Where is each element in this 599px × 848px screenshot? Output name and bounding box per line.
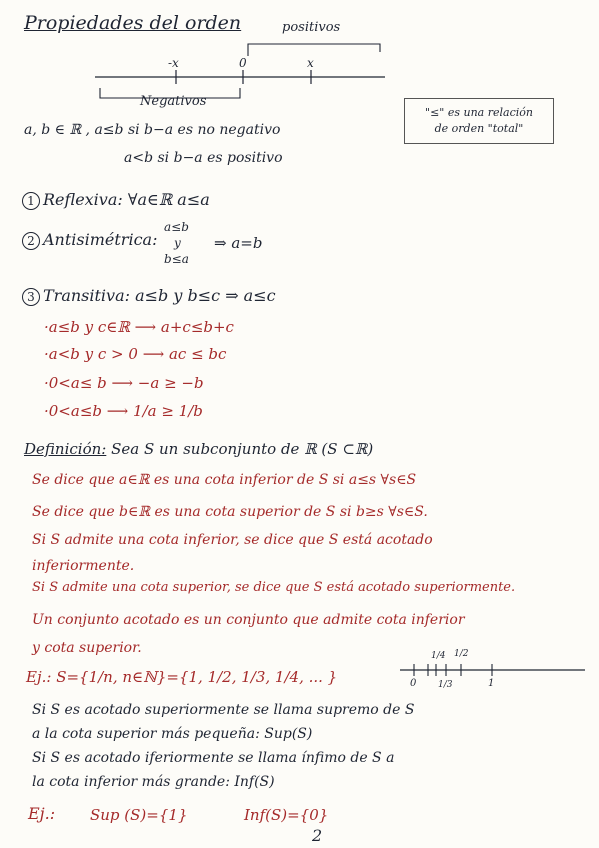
note-line-2: de orden "total" (434, 122, 524, 135)
antisym-result: ⇒ a=b (214, 234, 263, 252)
infimum-line-1: Si S es acotado iferiormente se llama ínfimo de S a (32, 750, 395, 766)
supremum-line-2: a la cota superior más pequeña: Sup(S) (32, 726, 313, 742)
definition-line-5: Si S admite una cota superior, se dice que S está acotado superiormente. (32, 580, 516, 595)
ex-axis-label-quarter: 1/4 (431, 651, 446, 661)
page-number: 2 (312, 826, 323, 845)
supremum-line-1: Si S es acotado superiormente se llama supremo de S (32, 702, 415, 718)
example-2-inf: Inf(S)={0} (244, 806, 329, 824)
property-transitive-text: Transitiva: a≤b y b≤c ⇒ a≤c (43, 286, 276, 305)
property-reflexive-text: Reflexiva: ∀a∈ℝ a≤a (43, 190, 210, 209)
infimum-line-2: la cota inferior más grande: Inf(S) (32, 774, 275, 790)
example-1: Ej.: S={1/n, n∈ℕ}={1, 1/2, 1/3, 1/4, ... } (26, 668, 338, 686)
example-2-sup: Sup (S)={1} (90, 806, 188, 824)
positives-bracket (248, 44, 380, 56)
ex-axis-label-half: 1/2 (454, 649, 469, 659)
definition-line-1: Se dice que a∈ℝ es una cota inferior de S si a≤s ∀s∈S (32, 472, 417, 488)
tick-label-neg-x: -x (168, 56, 179, 70)
property-reflexive (22, 190, 210, 210)
property-number-2: 2 (22, 232, 40, 250)
antisym-cond-top: a≤b (164, 220, 189, 234)
positives-label: positivos (282, 20, 341, 35)
antisym-cond-mid: y (174, 236, 181, 250)
consequence-2: ·a<b y c > 0 ⟶ ac ≤ bc (44, 345, 227, 363)
definition-head-rest: Sea S un subconjunto de ℝ (S ⊂ℝ) (111, 440, 374, 458)
page-title: Propiedades del orden (24, 12, 242, 34)
definition-head: Definición: (24, 440, 107, 458)
note-line-1: "≤" es una relación (425, 106, 533, 119)
property-number-3: 3 (22, 288, 40, 306)
definition-heading (24, 440, 373, 458)
consequence-4: ·0<a≤b ⟶ 1/a ≥ 1/b (44, 402, 203, 420)
intro-line-2: a<b si b−a es positivo (124, 150, 283, 166)
property-antisymmetric (22, 230, 157, 250)
definition-line-7: y cota superior. (32, 640, 142, 656)
antisym-cond-bot: b≤a (164, 252, 189, 266)
property-number-1: 1 (22, 192, 40, 210)
intro-line-1: a, b ∈ ℝ , a≤b si b−a es no negativo (24, 122, 281, 138)
definition-line-4: inferiormente. (32, 558, 135, 574)
property-antisymmetric-label: Antisimétrica: (43, 230, 158, 249)
ex-axis-label-third: 1/3 (438, 680, 453, 690)
tick-label-zero: 0 (239, 56, 247, 70)
ex-axis-label-1: 1 (488, 678, 495, 689)
total-order-note (404, 98, 554, 144)
property-transitive (22, 286, 276, 306)
consequence-3: ·0<a≤ b ⟶ −a ≥ −b (44, 374, 204, 392)
ex-axis-label-0: 0 (410, 678, 417, 689)
example-2-label: Ej.: (28, 804, 56, 823)
tick-label-x: x (307, 56, 314, 70)
negatives-label: Negativos (140, 94, 207, 109)
consequence-1: ·a≤b y c∈ℝ ⟶ a+c≤b+c (44, 318, 234, 336)
definition-line-3: Si S admite una cota inferior, se dice que S está acotado (32, 532, 433, 548)
definition-line-2: Se dice que b∈ℝ es una cota superior de S si b≥s ∀s∈S. (32, 504, 428, 520)
definition-line-6: Un conjunto acotado es un conjunto que admite cota inferior (32, 612, 465, 628)
